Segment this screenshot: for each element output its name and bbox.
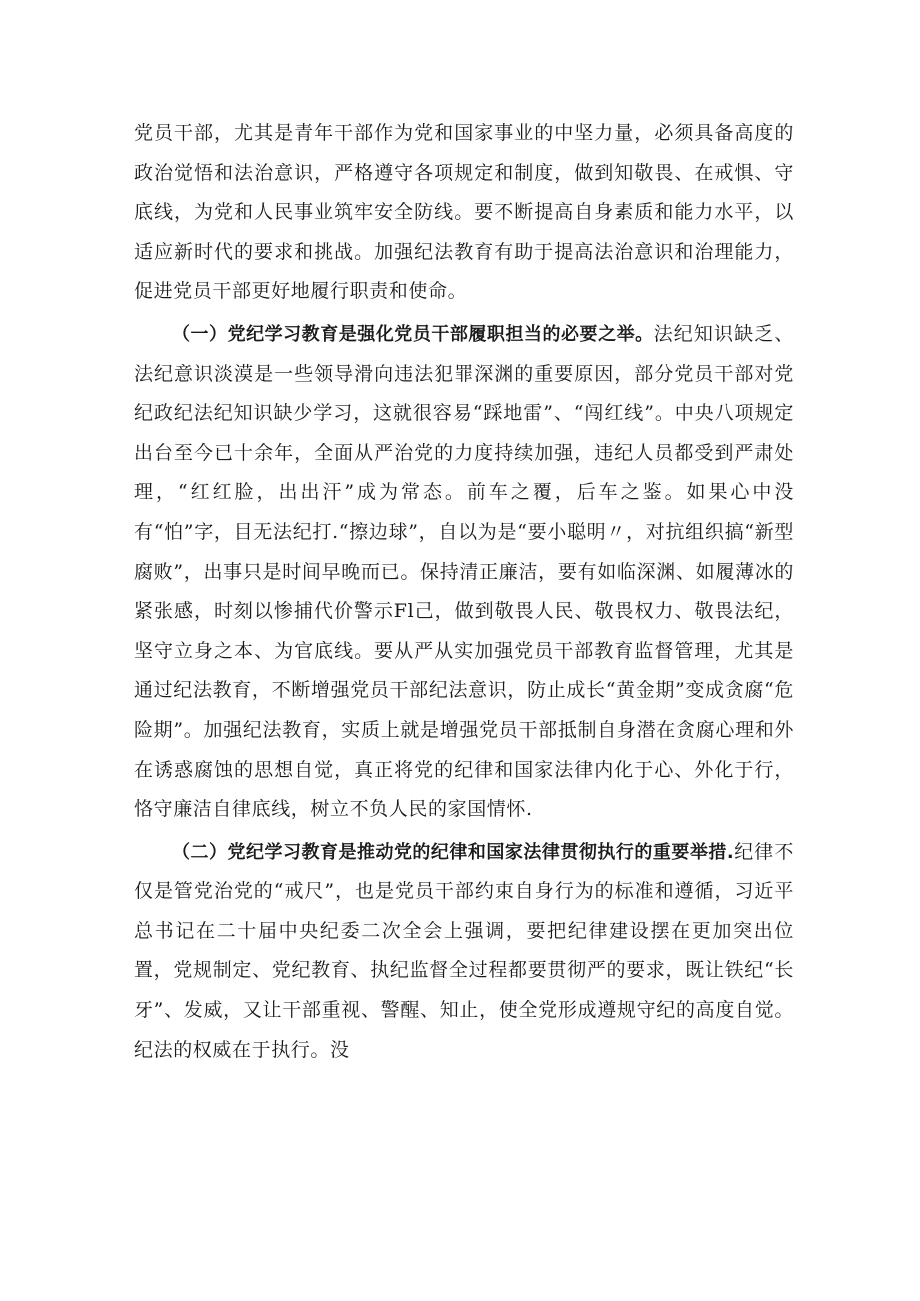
section-heading-1: （一）党纪学习教育是强化党员干部履职担当的必要之举。 xyxy=(172,323,654,345)
paragraph-text: 纪律不仅是管党治党的“戒尺”，也是党员干部约束自身行为的标准和遵循，习近平总书记在二十届中央纪委二次全会上强调，要把纪律建设摆在更加突出位置，党规制定、党纪教育、执纪监督全过程都要贯彻严的要求，既让铁纪“长牙”、发威，又让干部重视、警醒、知止，使全党形成遵规守纪的高度自觉。纪法的权威在于执行。没 xyxy=(134,840,794,1061)
section-heading-2: （二）党纪学习教育是推动党的纪律和国家法律贯彻执行的重要举措. xyxy=(172,841,734,863)
paragraph-section-2 xyxy=(134,833,794,1071)
paragraph-text: 法纪知识缺乏、法纪意识淡漠是一些领导滑向违法犯罪深渊的重要原因，部分党员干部对党纪政纪法纪知识缺少学习，这就很容易“踩地雷”、“闯红线”。中央八项规定出台至今已十余年，全面从严治党的力度持续加强，违纪人员都受到严肃处理，“红红脸，出出汗”成为常态。前车之覆，后车之鉴。如果心中没有“怕”字，目无法纪打.“擦边球”，自以为是“要小聪明〃，对抗组织搞“新型腐败”，出事只是时间早晚而已。保持清正廉洁，要有如临深渊、如履薄冰的紧张感，时刻以惨捕代价警示Fl己，做到敬畏人民、敬畏权力、敬畏法纪，坚守立身之本、为官底线。要从严从实加强党员干部教育监督管理，尤其是通过纪法教育，不断增强党员干部纪法意识，防止成长“黄金期”变成贪腐“危险期”。加强纪法教育，实质上就是增强党员干部抵制自身潜在贪腐心理和外在诱惑腐蚀的思想自觉，真正将党的纪律和国家法律内化于心、外化于行，恪守廉洁自律底线，树立不负人民的家国情怀. xyxy=(134,322,795,821)
document-body xyxy=(134,114,794,1070)
paragraph-section-1 xyxy=(134,315,794,830)
paragraph-intro xyxy=(134,114,794,312)
paragraph-text: 党员干部，尤其是青年干部作为党和国家事业的中坚力量，必须具备高度的政治觉悟和法治意识，严格遵守各项规定和制度，做到知敬畏、在戒惧、守底线，为党和人民事业筑牢安全防线。要不断提高自身素质和能力水平，以适应新时代的要求和挑战。加强纪法教育有助于提高法治意识和治理能力，促进党员干部更好地履行职责和使命。 xyxy=(134,122,794,303)
